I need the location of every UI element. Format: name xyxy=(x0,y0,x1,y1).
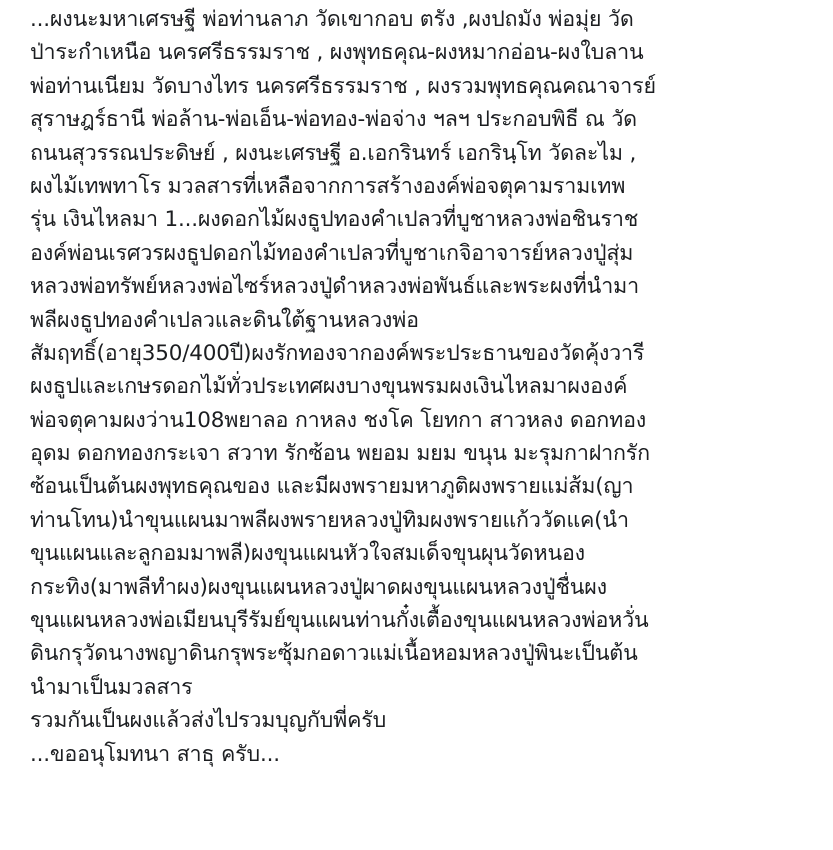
post-text-line: ผงธูปและเกษรดอกไม้ทั่วประเทศผงบางขุนพรมผงเงินไหลมาผงองค์ xyxy=(30,374,628,400)
post-text-line: องค์พ่อนเรศวรผงธูปดอกไม้ทองคำเปลวที่บูชาเกจิอาจารย์หลวงปู่สุ่ม xyxy=(30,240,634,266)
post-text-line: พ่อท่านเนียม วัดบางไทร นครศรีธรรมราช , ผงรวมพุทธคุณคณาจารย์ xyxy=(30,73,656,99)
post-text-line: รุ่น เงินไหลมา 1...ผงดอกไม้ผงธูปทองคำเปลวที่บูชาหลวงพ่อชินราช xyxy=(30,207,639,233)
post-text-line: ขุนแผนและลูกอมมาพลี)ผงขุนแผนหัวใจสมเด็จขุนผุนวัดหนอง xyxy=(30,541,585,567)
post-text-line: กระทิง(มาพลีทำผง)ผงขุนแผนหลวงปู่ผาดผงขุนแผนหลวงปู่ชื่นผง xyxy=(30,574,607,600)
post-text-line: ถนนสุวรรณประดิษย์ , ผงนะเศรษฐี อ.เอกรินทร์ เอกรินฺโท วัดละไม , xyxy=(30,140,637,166)
post-text-line: สุราษฎร์ธานี พ่อล้าน-พ่อเอ็น-พ่อทอง-พ่อจ่าง ฯลฯ ประกอบพิธี ณ วัด xyxy=(30,107,637,133)
post-text-line: ดินกรุวัดนางพญาดินกรุพระซุ้มกอดาวแม่เนื้อหอมหลวงปู่พินะเป็นต้น xyxy=(30,641,638,667)
post-text-line: ซ้อนเป็นต้นผงพุทธคุณของ และมีผงพรายมหาภูติผงพรายแม่ส้ม(ญา xyxy=(30,474,634,500)
post-text-line: ผงไม้เทพทาโร มวลสารที่เหลือจากการสร้างองค์พ่อจตุคามรามเทพ xyxy=(30,173,626,199)
post-text-line: ...ขออนุโมทนา สาธุ ครับ... xyxy=(30,741,280,767)
post-text-line: นำมาเป็นมวลสาร xyxy=(30,674,193,700)
post-text-line: ...ผงนะมหาเศรษฐี พ่อท่านลาภ วัดเขากอบ ตรัง ,ผงปถมัง พ่อมุ่ย วัด xyxy=(30,7,634,32)
post-text-line: พ่อจตุคามผงว่าน108พยาลอ กาหลง ชงโค โยทกา สาวหลง ดอกทอง xyxy=(30,407,647,433)
post-text-line: สัมฤทธิ์(อายุ350/400ปี)ผงรักทองจากองค์พระประธานของวัดคุ้งวารี xyxy=(30,340,645,366)
post-text-line: รวมกันเป็นผงแล้วส่งไปรวมบุญกับพี่ครับ xyxy=(30,708,387,734)
post-text-line: หลวงพ่อทรัพย์หลวงพ่อไซร์หลวงปู่ดำหลวงพ่อพันธ์และพระผงที่นำมา xyxy=(30,274,639,300)
post-text-line: ป่าระกำเหนือ นครศรีธรรมราช , ผงพุทธคุณ-ผงหมากอ่อน-ผงใบลาน xyxy=(30,40,644,66)
post-text-line: พลีผงธูปทองคำเปลวและดินใต้ฐานหลวงพ่อ xyxy=(30,307,419,333)
post-text-line: ขุนแผนหลวงพ่อเมียนบุรีรัมย์ขุนแผนท่านกั๋งเตื้องขุนแผนหลวงพ่อหวั่น xyxy=(30,608,649,634)
post-text-line: อุดม ดอกทองกระเจา สวาท รักซ้อน พยอม มยม ขนุน มะรุมกาฝากรัก xyxy=(30,441,650,467)
post-text-line: ท่านโทน)นำขุนแผนมาพลีผงพรายหลวงปู่ทิมผงพรายแก้ววัดแค(นำ xyxy=(30,507,629,533)
